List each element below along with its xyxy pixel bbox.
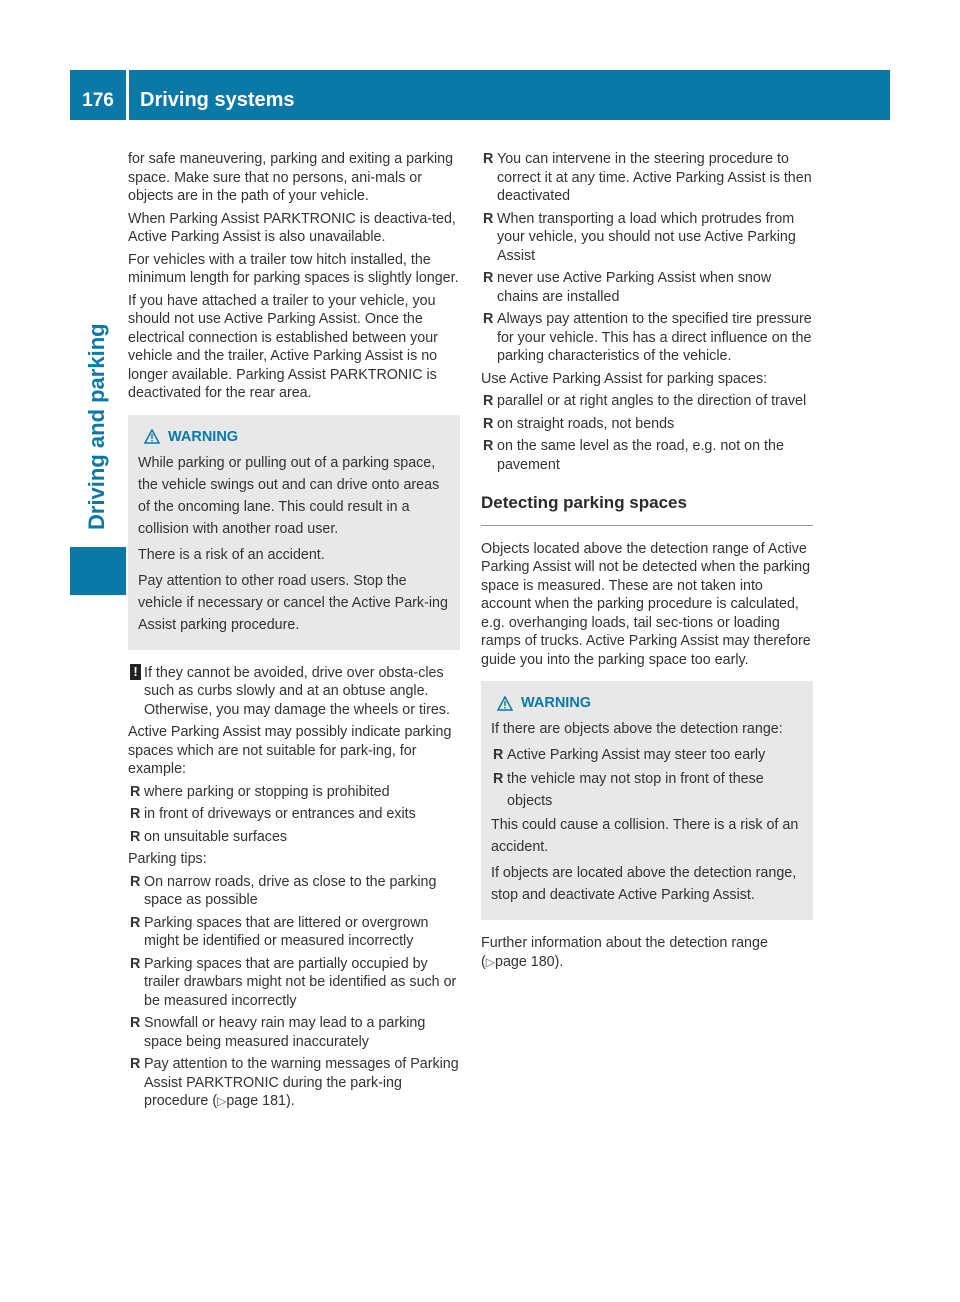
list-item: R When transporting a load which protrudes from your vehicle, you should not use Active Parking Assist	[483, 210, 796, 264]
side-tab-label: Driving and parking	[84, 323, 109, 530]
list-item: R Always pay attention to the specified tire pressure for your vehicle. This has a direct influence on the parking characteristics of the vehicle.	[483, 311, 812, 364]
page-reference-link[interactable]: page 181	[226, 1093, 286, 1109]
left-column	[128, 150, 460, 1115]
notice-text: If they cannot be avoided, drive over obsta-cles such as curbs slowly and at an obtuse angle. Otherwise, you may damage the wheels or tires.	[144, 664, 450, 718]
list-item: R parallel or at right angles to the direction of travel	[483, 393, 807, 409]
page-reference-link[interactable]: page 180	[495, 953, 555, 970]
notice	[128, 664, 460, 720]
exclamation-icon: !	[130, 664, 141, 680]
page-ref-arrow-icon: ▷	[217, 1094, 227, 1108]
warning-text: This could cause a collision. There is a risk of an accident.	[491, 817, 799, 855]
paragraph: for safe maneuvering, parking and exiting a parking space. Make sure that no persons, ani-mals or objects are in the path of your vehicle.	[128, 151, 454, 204]
warning-triangle-icon	[497, 696, 513, 711]
paragraph: Objects located above the detection range of Active Parking Assist will not be detected when the parking space is measured. These are not taken into account when the parking procedure is calculated, e.g. overhanging loads, tail sec-tions or loading ramps of trucks. Active Parking Assist may therefore guide you into the parking space too early.	[481, 540, 811, 668]
list-item: R never use Active Parking Assist when snow chains are installed	[483, 270, 772, 305]
list-item: R on straight roads, not bends	[483, 415, 675, 432]
warning-text: Pay attention to other road users. Stop the vehicle if necessary or cancel the Active Park-ing Assist parking procedure.	[138, 572, 448, 633]
warning-text: There is a risk of an accident.	[138, 546, 325, 563]
caution-list	[481, 150, 813, 366]
header-divider	[126, 70, 129, 120]
warning-box	[128, 415, 460, 650]
list-item: R Snowfall or heavy rain may lead to a parking space being measured inaccurately	[130, 1015, 426, 1050]
side-tab-marker	[70, 547, 126, 595]
unsuitable-list	[128, 783, 460, 847]
tips-list	[128, 873, 460, 1111]
warning-header	[138, 426, 450, 448]
list-item: R on the same level as the road, e.g. not on the pavement	[483, 438, 784, 473]
paragraph: Active Parking Assist may possibly indicate parking spaces which are not suitable for park-ing, for example:	[128, 724, 452, 777]
list-item: R the vehicle may not stop in front of these objects	[493, 771, 764, 809]
page-ref-arrow-icon: ▷	[485, 954, 495, 969]
right-column	[481, 150, 813, 975]
paragraph: For vehicles with a trailer tow hitch installed, the minimum length for parking spaces is slightly longer.	[128, 251, 459, 286]
list-item: R Parking spaces that are partially occupied by trailer drawbars might not be identified as such or be measured incorrectly	[130, 955, 457, 1009]
warning-box	[481, 681, 813, 920]
list-item: R Parking spaces that are littered or overgrown might be identified or measured incorrectly	[130, 914, 429, 949]
page-number: 176	[82, 90, 114, 111]
warning-triangle-icon	[144, 429, 160, 444]
warning-header	[491, 692, 803, 714]
list-item: R where parking or stopping is prohibited	[130, 783, 390, 800]
warning-text: If objects are located above the detection range, stop and deactivate Active Parking Assist.	[491, 865, 797, 903]
list-item: R Pay attention to the warning messages of Parking Assist PARKTRONIC during the park-ing procedure (▷page 181).	[130, 1056, 459, 1109]
warning-title: WARNING	[168, 428, 239, 445]
warning-text: While parking or pulling out of a parking space, the vehicle swings out and can drive onto areas of the oncoming lane. This could result in a collision with another road user.	[138, 454, 440, 537]
list-item: R Active Parking Assist may steer too early	[493, 747, 766, 763]
paragraph: Parking tips:	[128, 851, 207, 867]
warning-title: WARNING	[521, 695, 592, 711]
list-item: R on unsuitable surfaces	[130, 828, 288, 845]
list-item: R You can intervene in the steering procedure to correct it at any time. Active Parking Assist is then deactivated	[483, 151, 812, 204]
paragraph: Use Active Parking Assist for parking spaces:	[481, 370, 768, 387]
paragraph: Further information about the detection range (▷page 180).	[481, 935, 768, 970]
section-heading: Detecting parking spaces	[481, 494, 813, 526]
list-item: R On narrow roads, drive as close to the parking space as possible	[130, 873, 437, 908]
paragraph: When Parking Assist PARKTRONIC is deactiva-ted, Active Parking Assist is also unavailable.	[128, 210, 456, 245]
section-title: Driving systems	[140, 89, 295, 111]
usage-list	[481, 392, 813, 474]
paragraph: If you have attached a trailer to your vehicle, you should not use Active Parking Assist. Once the electrical connection is established between your vehicle and the trailer, Active Parking Assist is no longer available. Parking Assist PARKTRONIC is deactivated for the rear area.	[128, 292, 438, 401]
warning-text: If there are objects above the detection range:	[491, 721, 783, 737]
list-item: R in front of driveways or entrances and exits	[130, 806, 416, 822]
warning-list	[491, 744, 803, 812]
